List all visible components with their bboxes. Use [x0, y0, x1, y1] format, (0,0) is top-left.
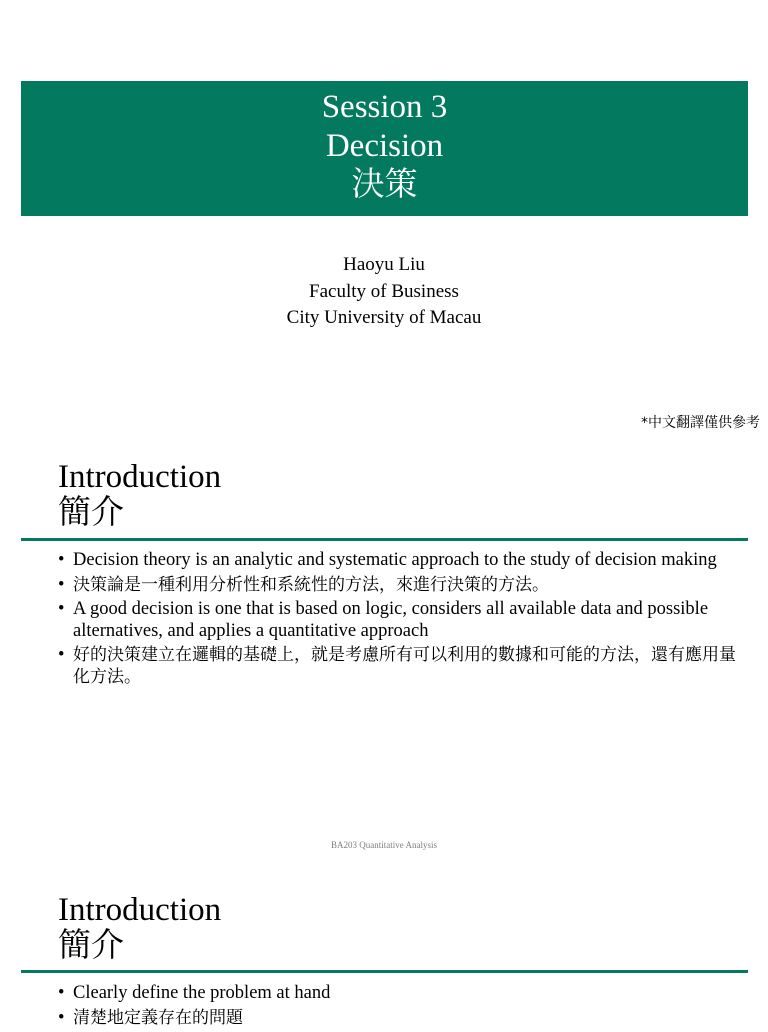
bullet-icon: •	[58, 550, 65, 570]
bullet-text: 決策論是一種利用分析性和系統性的方法，來進行決策的方法。	[73, 574, 549, 595]
slide2-divider	[21, 970, 748, 973]
topic-title-zh: 決策	[351, 167, 418, 203]
bullet-text: 清楚地定義存在的問題	[73, 1007, 243, 1028]
author-block	[0, 252, 768, 332]
slide1-title-en: Introduction	[58, 459, 222, 495]
bullet-text: Decision theory is an analytic and systematic approach to the study of decision making	[73, 550, 717, 570]
slide1-title-zh: 簡介	[58, 495, 124, 531]
slide-footer: BA203 Quantitative Analysis	[331, 840, 437, 850]
slide1-bullet-list	[58, 550, 748, 691]
session-title: Session 3	[321, 89, 448, 125]
title-banner	[21, 81, 748, 216]
bullet-icon: •	[58, 645, 65, 665]
slide2-title-zh: 簡介	[58, 928, 124, 964]
list-item	[58, 983, 748, 1005]
topic-title: Decision	[325, 128, 444, 164]
author-faculty: Faculty of Business	[309, 280, 459, 302]
list-item	[58, 1008, 748, 1030]
bullet-text: Clearly define the problem at hand	[73, 983, 331, 1003]
list-item	[58, 550, 748, 572]
list-item	[58, 599, 748, 642]
bullet-icon: •	[58, 1007, 65, 1028]
author-university: City University of Macau	[286, 307, 482, 328]
bullet-text: A good decision is one that is based on logic, considers all available data and possible alternatives, and applies a quantitative approach	[73, 599, 709, 641]
bullet-text: 好的決策建立在邏輯的基礎上，就是考慮所有可以利用的數據和可能的方法，還有應用量化方法。	[73, 645, 736, 687]
slide2-title	[58, 892, 221, 964]
bullet-icon: •	[58, 983, 65, 1003]
translation-note: *中文翻譯僅供參考	[641, 415, 760, 431]
bullet-icon: •	[58, 574, 65, 595]
author-name: Haoyu Liu	[343, 254, 425, 275]
list-item	[58, 575, 748, 597]
slide2-title-en: Introduction	[58, 892, 222, 928]
slide1-title	[58, 459, 221, 531]
slide2-bullet-list	[58, 983, 748, 1032]
list-item	[58, 645, 748, 688]
bullet-icon: •	[58, 599, 65, 619]
slide1-divider	[21, 538, 748, 541]
